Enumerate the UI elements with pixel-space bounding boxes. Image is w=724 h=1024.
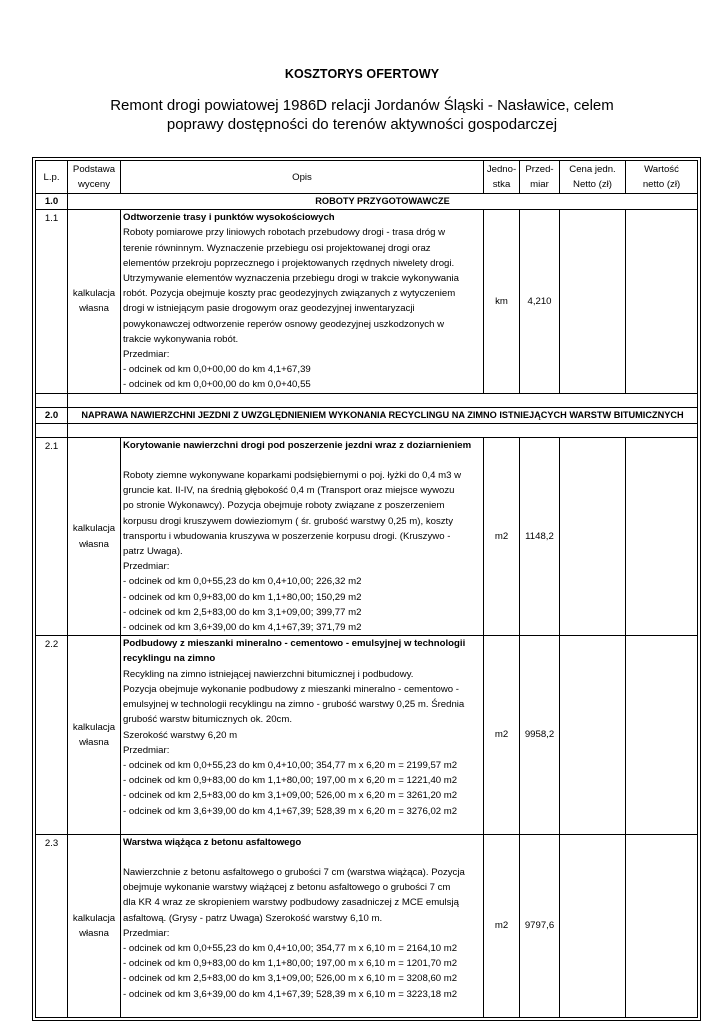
table-header-row: [36, 161, 698, 194]
header-lp: L.p.: [36, 161, 68, 194]
description-line: terenie równinnym. Wyznaczenie przebiegu osi projektowanej drogi oraz: [123, 242, 431, 254]
header-quantity: Przed- miar: [520, 161, 560, 194]
description-line: - odcinek od km 0,0+55,23 do km 0,4+10,00; 226,32 m2: [123, 576, 362, 588]
description-line: gruncie kat. II-IV, na średnią głębokość 0,4 m (Transport oraz miejsce wywozu: [123, 485, 455, 497]
item-unit-price: [560, 437, 626, 635]
header-value: Wartość netto (zł): [626, 161, 698, 194]
description-line: Pozycja obejmuje wykonanie podbudowy z mieszanki mineralno - cementowo -: [123, 683, 459, 695]
description-line: - odcinek od km 2,5+83,00 do km 3,1+09,00; 399,77 m2: [123, 606, 362, 618]
description-line: patrz Uwaga).: [123, 546, 183, 558]
item-basis: kalkulacja własna: [68, 437, 121, 635]
description-spacer: [123, 850, 481, 865]
item-description: [121, 636, 484, 834]
item-unit: m2: [484, 437, 520, 635]
header-description: Opis: [121, 161, 484, 194]
section-title: NAPRAWA NAWIERZCHNI JEZDNI Z UWZGLĘDNIENIEM WYKONANIA RECYCLINGU NA ZIMNO ISTNIEJĄCYCH WARSTW BITUMICZNYCH: [68, 407, 698, 423]
table-row: [36, 834, 698, 1017]
item-title: Korytowanie nawierzchni drogi pod poszerzenie jezdni wraz z doziarnieniem: [123, 439, 472, 451]
item-value: [626, 636, 698, 834]
item-unit: m2: [484, 834, 520, 1017]
description-line: Przedmiar:: [123, 744, 170, 756]
description-line: - odcinek od km 0,9+83,00 do km 1,1+80,00; 150,29 m2: [123, 591, 362, 603]
header-unit: Jedno- stka: [484, 161, 520, 194]
item-description: [121, 210, 484, 393]
item-unit-price: [560, 834, 626, 1017]
description-line: - odcinek od km 0,0+00,00 do km 0,0+40,55: [123, 379, 311, 391]
header-unit-price: Cena jedn. Netto (zł): [560, 161, 626, 194]
table-row: [36, 210, 698, 393]
item-value: [626, 210, 698, 393]
description-line: - odcinek od km 2,5+83,00 do km 3,1+09,00; 526,00 m x 6,20 m = 3261,20 m2: [123, 790, 458, 802]
item-basis: kalkulacja własna: [68, 636, 121, 834]
table-row: [36, 437, 698, 635]
description-line: robót. Pozycja obejmuje koszty prac geodezyjnych związanych z wytyczeniem: [123, 288, 456, 300]
header-basis: Podstawa wyceny: [68, 161, 121, 194]
description-spacer: [123, 1002, 481, 1017]
description-line: asfaltową. (Grysy - patrz Uwaga) Szerokość warstwy 6,10 m.: [123, 912, 383, 924]
subtitle-line-2: poprawy dostępności do terenów aktywności gospodarczej: [166, 116, 558, 133]
description-line: korpusu drogi kruszywem dowieziomym ( śr. grubość warstwy 0,25 m), koszty: [123, 515, 454, 527]
description-line: - odcinek od km 3,6+39,00 do km 4,1+67,39; 371,79 m2: [123, 622, 362, 634]
description-line: trakcie wykonywania robót.: [123, 333, 239, 345]
description-line: Roboty pomiarowe przy liniowych robotach przebudowy drogi - trasa dróg w: [123, 227, 446, 239]
document-subtitle: [50, 96, 674, 134]
description-line: - odcinek od km 0,9+83,00 do km 1,1+80,00; 197,00 m x 6,20 m = 1221,40 m2: [123, 775, 458, 787]
spacer-row: [36, 393, 698, 407]
section-row: [36, 194, 698, 210]
item-unit-price: [560, 210, 626, 393]
item-quantity: 1148,2: [520, 437, 560, 635]
item-value: [626, 437, 698, 635]
item-value: [626, 834, 698, 1017]
description-line: po stronie Wykonawcy). Pozycja obejmuje roboty związane z poszerzeniem: [123, 500, 445, 512]
description-line: emulsyjnej w technologii recyklingu na zimno - grubość warstwy 0,25 m. Średnia: [123, 699, 465, 711]
description-line: Przedmiar:: [123, 349, 170, 361]
table-row: [36, 636, 698, 834]
item-quantity: 4,210: [520, 210, 560, 393]
description-line: dla KR 4 wraz ze skropieniem warstwy podbudowy zasadniczej z MCE emulsją: [123, 897, 459, 909]
description-spacer: [123, 819, 481, 834]
description-line: Szerokość warstwy 6,20 m: [123, 729, 238, 741]
spacer-row: [36, 423, 698, 437]
description-line: - odcinek od km 0,9+83,00 do km 1,1+80,00; 197,00 m x 6,10 m = 1201,70 m2: [123, 958, 458, 970]
section-row: [36, 407, 698, 423]
subtitle-line-1: Remont drogi powiatowej 1986D relacji Jordanów Śląski - Nasławice, celem: [110, 97, 614, 114]
item-number: 1.1: [36, 210, 68, 393]
item-title-continued: recyklingu na zimno: [123, 653, 216, 665]
section-number: 2.0: [36, 407, 68, 423]
description-line: Nawierzchnie z betonu asfaltowego o grubości 7 cm (warstwa wiążąca). Pozycja: [123, 866, 465, 878]
item-description: [121, 834, 484, 1017]
item-quantity: 9958,2: [520, 636, 560, 834]
description-line: - odcinek od km 0,0+55,23 do km 0,4+10,00; 354,77 m x 6,20 m = 2199,57 m2: [123, 759, 458, 771]
description-line: Roboty ziemne wykonywane koparkami podsiębiernymi o poj. łyżki do 0,4 m3 w: [123, 470, 462, 482]
description-line: - odcinek od km 3,6+39,00 do km 4,1+67,39; 528,39 m x 6,10 m = 3223,18 m2: [123, 988, 458, 1000]
section-title: ROBOTY PRZYGOTOWAWCZE: [68, 194, 698, 210]
document-title: KOSZTORYS OFERTOWY: [284, 67, 440, 81]
description-line: obejmuje wykonanie warstwy wiążącej z betonu asfaltowego o grubości 7 cm: [123, 882, 451, 894]
section-number: 1.0: [36, 194, 68, 210]
description-line: Przedmiar:: [123, 927, 170, 939]
description-line: Przedmiar:: [123, 561, 170, 573]
description-line: drogi w istniejącym pasie drogowym oraz geodezyjnej inwentaryzacji: [123, 303, 415, 315]
item-description: [121, 437, 484, 635]
item-number: 2.3: [36, 834, 68, 1017]
item-number: 2.2: [36, 636, 68, 834]
item-title: Warstwa wiążąca z betonu asfaltowego: [123, 836, 302, 848]
item-title: Podbudowy z mieszanki mineralno - cementowo - emulsyjnej w technologii: [123, 638, 466, 650]
item-title: Odtworzenie trasy i punktów wysokościowych: [123, 212, 335, 224]
item-unit: km: [484, 210, 520, 393]
item-basis: kalkulacja własna: [68, 210, 121, 393]
description-line: - odcinek od km 0,0+00,00 do km 4,1+67,39: [123, 364, 311, 376]
cost-estimate-table: [35, 160, 698, 1018]
item-unit-price: [560, 636, 626, 834]
item-quantity: 9797,6: [520, 834, 560, 1017]
description-line: - odcinek od km 2,5+83,00 do km 3,1+09,00; 526,00 m x 6,10 m = 3208,60 m2: [123, 973, 458, 985]
description-line: Recykling na zimno istniejącej nawierzchni bitumicznej i podbudowy.: [123, 668, 414, 680]
description-line: elementów przekroju poprzecznego i projektowanych rzędnych niwelety drogi.: [123, 257, 455, 269]
description-spacer: [123, 453, 481, 468]
description-line: - odcinek od km 3,6+39,00 do km 4,1+67,39; 528,39 m x 6,20 m = 3276,02 m2: [123, 805, 458, 817]
description-line: - odcinek od km 0,0+55,23 do km 0,4+10,00; 354,77 m x 6,10 m = 2164,10 m2: [123, 942, 458, 954]
item-unit: m2: [484, 636, 520, 834]
description-line: powykonawczej odtworzenie reperów osnowy geodezyjnej uszkodzonych w: [123, 318, 445, 330]
item-number: 2.1: [36, 437, 68, 635]
description-line: grubość warstw bitumicznych ok. 20cm.: [123, 714, 293, 726]
description-line: Utrzymywanie elementów wyznaczenia przebiegu drogi w trakcie wykonywania: [123, 273, 459, 285]
description-line: transportu i wbudowania kruszywa w poszerzenie korpusu drogi. (Kruszywo -: [123, 530, 451, 542]
item-basis: kalkulacja własna: [68, 834, 121, 1017]
